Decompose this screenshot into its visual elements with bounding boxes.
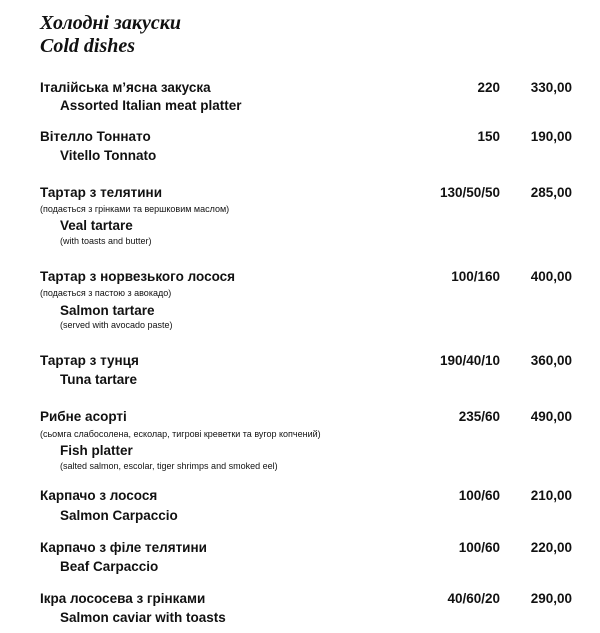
dish-name-english: Beaf Carpaccio bbox=[60, 559, 159, 574]
dish-name-english: Fish platter bbox=[60, 443, 133, 458]
dish-weight: 235/60 bbox=[458, 409, 500, 424]
dish-name-ukrainian: Тартар з тунця bbox=[40, 353, 139, 368]
dish-name-english: Assorted Italian meat platter bbox=[60, 98, 242, 113]
dish-price: 490,00 bbox=[530, 409, 572, 424]
dish-weight: 100/60 bbox=[458, 540, 500, 555]
dish-name-english: Salmon Carpaccio bbox=[60, 508, 178, 523]
dish-price: 290,00 bbox=[530, 591, 572, 606]
dish-name-english: Salmon tartare bbox=[60, 303, 155, 318]
dish-note-ukrainian: (сьомга слабосолена, есколар, тигрові креветки та вугор копчений) bbox=[40, 429, 321, 439]
dish-name-ukrainian: Карпачо з лосося bbox=[40, 488, 158, 503]
section-title-english: Cold dishes bbox=[40, 35, 136, 57]
dish-price: 190,00 bbox=[530, 129, 572, 144]
dish-name-english: Veal tartare bbox=[60, 218, 133, 233]
dish-name-ukrainian: Тартар з телятини bbox=[40, 185, 163, 200]
dish-name-ukrainian: Карпачо з філе телятини bbox=[40, 540, 207, 555]
dish-price: 360,00 bbox=[530, 353, 572, 368]
dish-name-ukrainian: Тартар з норвезького лосося bbox=[40, 269, 236, 284]
dish-weight: 190/40/10 bbox=[439, 353, 500, 368]
dish-weight: 100/160 bbox=[451, 269, 500, 284]
dish-weight: 100/60 bbox=[458, 488, 500, 503]
dish-price: 285,00 bbox=[530, 185, 572, 200]
dish-price: 210,00 bbox=[530, 488, 572, 503]
dish-weight: 150 bbox=[477, 129, 500, 144]
dish-price: 400,00 bbox=[530, 269, 572, 284]
dish-name-ukrainian: Ікра лососева з грінками bbox=[40, 591, 206, 606]
dish-weight: 220 bbox=[477, 80, 500, 95]
dish-price: 220,00 bbox=[530, 540, 572, 555]
dish-note-english: (served with avocado paste) bbox=[60, 320, 173, 330]
dish-note-english: (with toasts and butter) bbox=[60, 236, 152, 246]
dish-name-english: Tuna tartare bbox=[60, 372, 138, 387]
dish-weight: 40/60/20 bbox=[447, 591, 500, 606]
dish-name-ukrainian: Рибне асорті bbox=[40, 409, 127, 424]
dish-note-english: (salted salmon, escolar, tiger shrimps and smoked eel) bbox=[60, 461, 278, 471]
dish-note-ukrainian: (подається з грінками та вершковим маслом) bbox=[40, 204, 230, 214]
dish-name-ukrainian: Італійська м’ясна закуска bbox=[40, 80, 211, 95]
dish-note-ukrainian: (подається з пастою з авокадо) bbox=[40, 288, 172, 298]
dish-price: 330,00 bbox=[530, 80, 572, 95]
dish-weight: 130/50/50 bbox=[439, 185, 500, 200]
dish-name-ukrainian: Вітелло Тоннато bbox=[40, 129, 151, 144]
dish-name-english: Salmon caviar with toasts bbox=[60, 610, 226, 625]
dish-name-english: Vitello Tonnato bbox=[60, 148, 157, 163]
section-title-ukrainian: Холодні закуски bbox=[40, 12, 181, 34]
